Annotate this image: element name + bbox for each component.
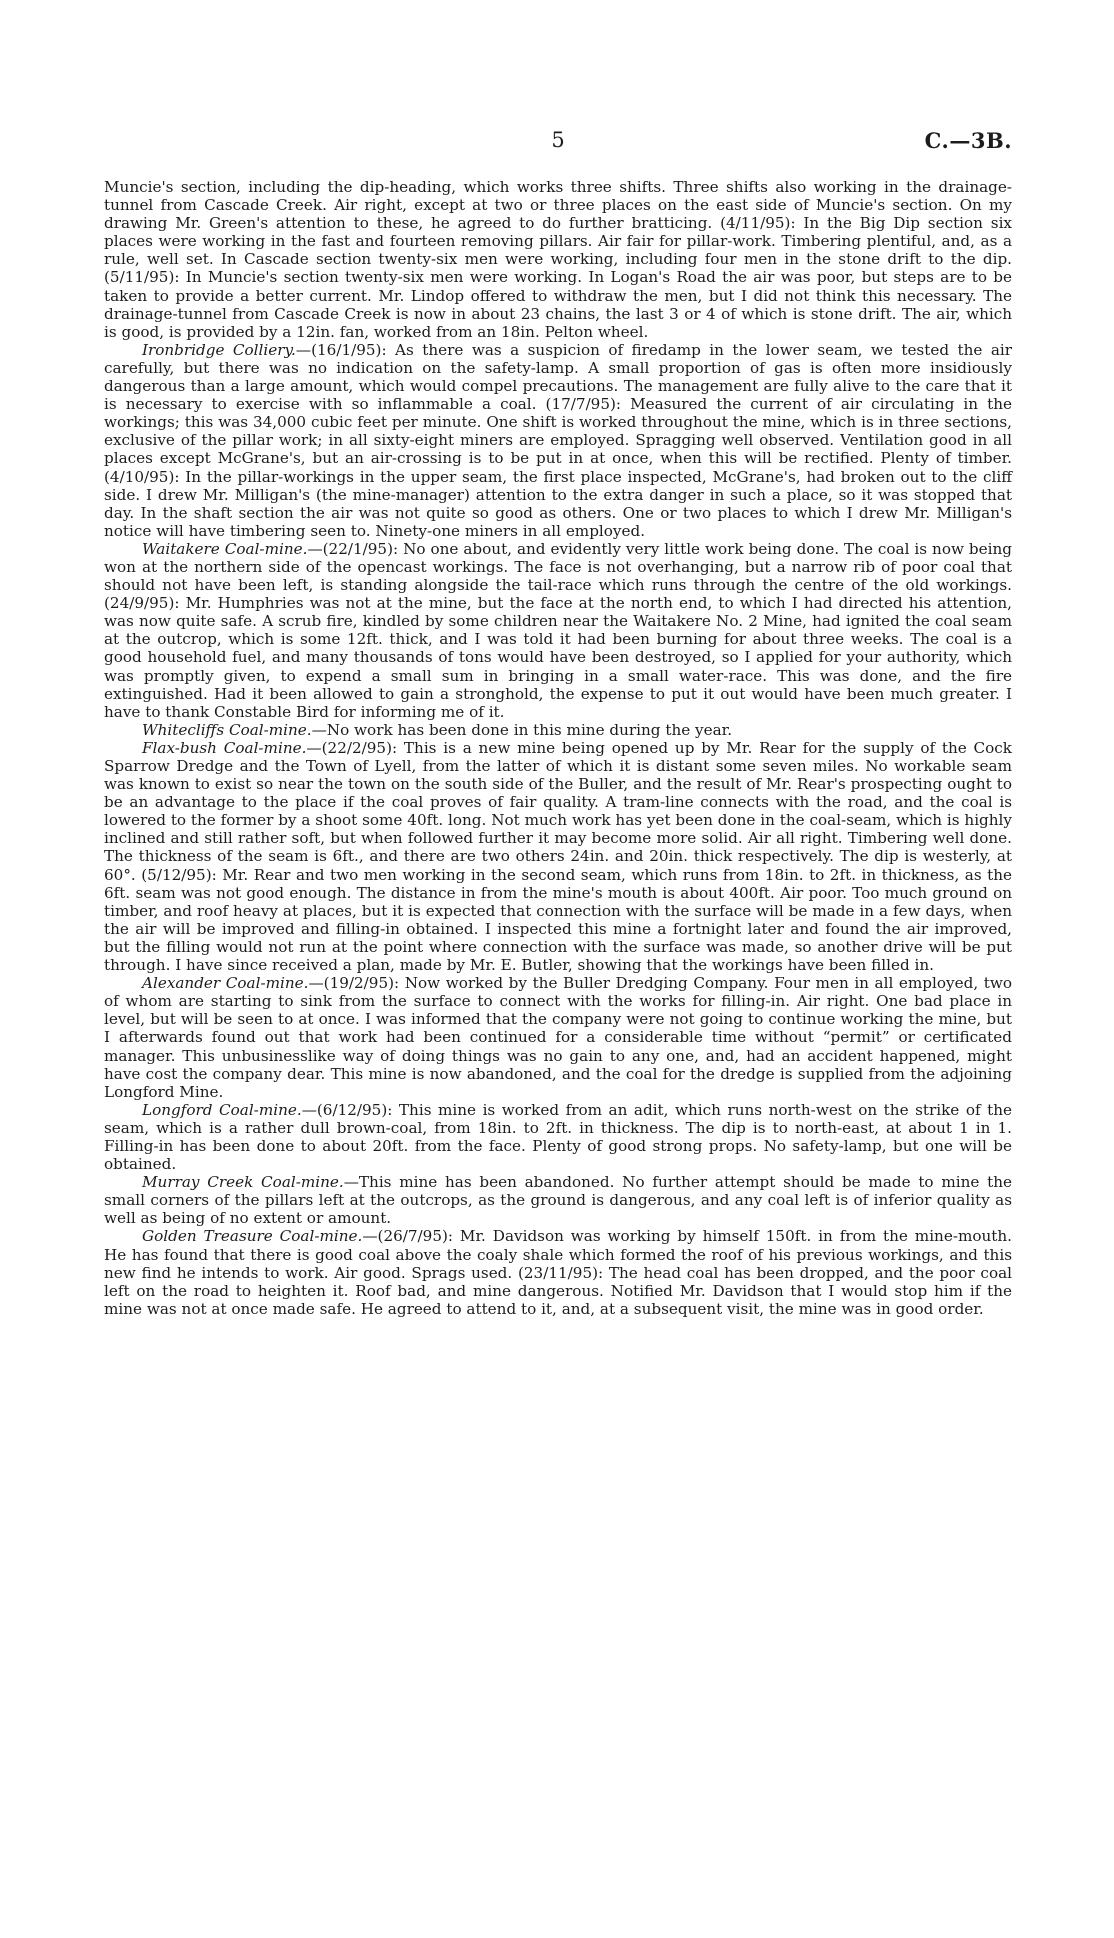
paragraph-text: —(16/1/95): As there was a suspicion of firedamp in the lower seam, we tested the air carefully, but there was no indication on the safety-lamp. A small proportion of gas is often more insidiously dangerous than a large amount, which would compel precautions. The management are fully alive to the care that it is necessary to exercise with so inflammable a coal. (17/7/95): Measured the current of air circulating in the workings; this was 34,000 cubic feet per minute. One shift is worked throughout the mine, which is in three sections, exclusive of the pillar work; in all sixty-eight miners are employed. Spragging well observed. Ventilation good in all places except McGrane's, but an air-crossing is to be put in at once, when this will be rectified. Plenty of timber. (4/10/95): In the pillar-workings in the upper seam, the first place inspected, McGrane's, had broken out to the cliff side. I drew Mr. Milligan's (the mine-manager) attention to the extra danger in such a place, so it was stopped that day. In the shaft section the air was not quite so good as others. One or two places to which I drew Mr. Milligan's notice will have timbering seen to. Ninety-one miners in all employed. bbox=[104, 340, 1012, 540]
paragraph-longford bbox=[104, 1101, 1012, 1173]
mine-title: Ironbridge Colliery. bbox=[142, 340, 296, 359]
paragraph-alexander bbox=[104, 974, 1012, 1101]
paragraph-muncie-section bbox=[104, 178, 1012, 341]
paragraph-flax-bush bbox=[104, 739, 1012, 974]
paragraph-ironbridge bbox=[104, 341, 1012, 540]
paragraph-waitakere bbox=[104, 540, 1012, 721]
paragraph-text: —No work has been done in this mine during the year. bbox=[311, 720, 733, 739]
mine-title: Murray Creek Coal-mine. bbox=[142, 1173, 344, 1192]
page-header bbox=[104, 128, 1012, 154]
paragraph-text: —This mine has been abandoned. No further attempt should be made to mine the small corners of the pillars left at the outcrops, as the ground is dangerous, and any coal left is of inferior quality as well as being of no extent or amount. bbox=[104, 1173, 1012, 1228]
paragraph-text: Muncie's section, including the dip-heading, which works three shifts. Three shifts also working in the drainage-tunnel from Cascade Creek. Air right, except at two or three places on the east side of Muncie's section. On my drawing Mr. Green's attention to these, he agreed to do further bratticing. (4/11/95): In the Big Dip section six places were working in the fast and fourteen removing pillars. Air fair for pillar-work. Timbering plentiful, and, as a rule, well set. In Cascade section twenty-six men were working, including four men in the stone drift to the dip. (5/11/95): In Muncie's section twenty-six men were working. In Logan's Road the air was poor, but steps are to be taken to provide a better current. Mr. Lindop offered to withdraw the men, but I did not think this necessary. The drainage-tunnel from Cascade Creek is now in about 23 chains, the last 3 or 4 of which is stone drift. The air, which is good, is provided by a 12in. fan, worked from an 18in. Pelton wheel. bbox=[104, 178, 1012, 341]
paragraph-murray-creek bbox=[104, 1173, 1012, 1227]
paragraph-text: —(19/2/95): Now worked by the Buller Dredging Company. Four men in all employed, two of whom are starting to sink from the surface to connect with the works for filling-in. Air right. One bad place in level, but will be seen to at once. I was informed that the company were not going to continue working the mine, but I afterwards found out that work had been continued for a considerable time without “permit” or certificated manager. This unbusinesslike way of doing things was no gain to any one, and, had an accident happened, might have cost the company dear. This mine is now abandoned, and the coal for the dredge is supplied from the adjoining Longford Mine. bbox=[104, 974, 1012, 1101]
mine-title: Flax-bush Coal-mine. bbox=[142, 738, 307, 757]
paragraph-text: —(22/1/95): No one about, and evidently very little work being done. The coal is now being won at the northern side of the opencast workings. The face is not overhanging, but a narrow rib of poor coal that should not have been left, is standing alongside the tail-race which runs through the centre of the old workings. (24/9/95): Mr. Humphries was not at the mine, but the face at the north end, to which I had directed his attention, was now quite safe. A scrub fire, kindled by some children near the Waitakere No. 2 Mine, had ignited the coal seam at the outcrop, which is some 12ft. thick, and I was told it had been burning for about three weeks. The coal is a good household fuel, and many thousands of tons would have been destroyed, so I applied for your authority, which was promptly given, to expend a small sum in bringing in a small water-race. This was done, and the fire extinguished. Had it been allowed to gain a stronghold, the expense to put it out would have been much greater. I have to thank Constable Bird for informing me of it. bbox=[104, 539, 1012, 721]
paragraph-golden-treasure bbox=[104, 1227, 1012, 1317]
paragraph-text: —(22/2/95): This is a new mine being opened up by Mr. Rear for the supply of the Cock Sparrow Dredge and the Town of Lyell, from the latter of which it is distant some seven miles. No workable seam was known to exist so near the town on the south side of the Buller, and the result of Mr. Rear's prospecting ought to be an advantage to the place if the coal proves of fair quality. A tram-line connects with the road, and the coal is lowered to the former by a shoot some 40ft. long. Not much work has yet been done in the coal-seam, which is highly inclined and still rather soft, but when followed further it may become more solid. Air all right. Timbering well done. The thickness of the seam is 6ft., and there are two others 24in. and 20in. thick respectively. The dip is westerly, at 60°. (5/12/95): Mr. Rear and two men working in the second seam, which runs from 18in. to 2ft. in thickness, as the 6ft. seam was not good enough. The distance in from the mine's mouth is about 400ft. Air poor. Too much ground on timber, and roof heavy at places, but it is expected that connection with the surface will be made in a few days, when the air will be improved and filling-in obtained. I inspected this mine a fortnight later and found the air improved, but the filling would not run at the point where connection with the surface was made, so another drive will be put through. I have since received a plan, made by Mr. E. Butler, showing that the workings have been filled in. bbox=[104, 738, 1013, 975]
mine-title: Waitakere Coal-mine. bbox=[142, 539, 308, 558]
paragraph-text: —(6/12/95): This mine is worked from an adit, which runs north-west on the strike of the seam, which is a rather dull brown-coal, from 18in. to 2ft. in thickness. The dip is to north-east, at about 1 in 1. Filling-in has been done to about 20ft. from the face. Plenty of good strong props. No safety-lamp, but one will be obtained. bbox=[104, 1100, 1012, 1174]
paragraph-text: —(26/7/95): Mr. Davidson was working by himself 150ft. in from the mine-mouth. He has found that there is good coal above the coaly shale which formed the roof of his previous workings, and this new find he intends to work. Air good. Sprags used. (23/11/95): The head coal has been dropped, and the poor coal left on the road to heighten it. Roof bad, and mine dangerous. Notified Mr. Davidson that I would stop him if the mine was not at once made safe. He agreed to attend to it, and, at a subsequent visit, the mine was in good order. bbox=[104, 1227, 1012, 1318]
mine-title: Golden Treasure Coal-mine. bbox=[142, 1227, 363, 1246]
mine-title: Whitecliffs Coal-mine. bbox=[142, 720, 312, 739]
paragraph-whitecliffs bbox=[104, 721, 1012, 739]
mine-title: Longford Coal-mine. bbox=[142, 1100, 302, 1119]
document-reference: C.—3B. bbox=[924, 128, 1012, 153]
mine-title: Alexander Coal-mine. bbox=[142, 974, 309, 993]
report-body bbox=[104, 178, 1012, 1318]
page-number: 5 bbox=[551, 128, 565, 152]
